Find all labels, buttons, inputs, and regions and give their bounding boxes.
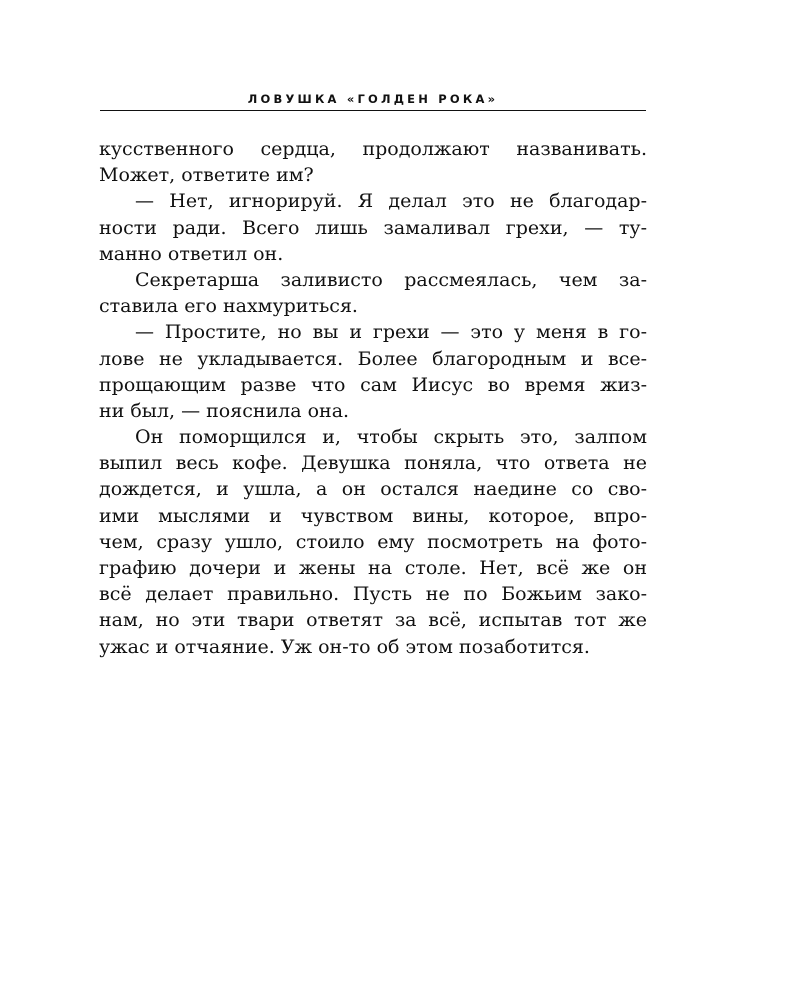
text-line: — Простите, но вы и грехи — это у меня в го- xyxy=(135,321,647,344)
text-line: ими мыслями и чувством вины, которое, впро- xyxy=(99,504,647,527)
text-line: Он поморщился и, чтобы скрыть это, залпом xyxy=(135,426,647,449)
text-line: прощающим разве что сам Иисус во время жиз- xyxy=(99,373,647,396)
text-line: лове не укладывается. Более благородным и все- xyxy=(99,347,647,370)
text-line: ности ради. Всего лишь замаливал грехи, — ту- xyxy=(99,216,647,239)
text-line: выпил весь кофе. Девушка поняла, что ответа не xyxy=(99,452,647,475)
text-line: — Нет, игнорируй. Я делал это не благодар- xyxy=(135,190,647,213)
text-line: манно ответил он. xyxy=(99,242,284,265)
text-line: кусственного сердца, продолжают названивать. xyxy=(99,138,647,160)
text-line: ужас и отчаяние. Уж он-то об этом позаботится. xyxy=(99,635,590,658)
text-line: графию дочери и жены на столе. Нет, всё же он xyxy=(99,557,647,579)
text-line: Может, ответите им? xyxy=(99,164,314,187)
text-line: нам, но эти твари ответят за всё, испытав тот же xyxy=(99,609,647,632)
body-text xyxy=(99,136,647,660)
text-line: дождется, и ушла, а он остался наедине со сво- xyxy=(99,478,647,501)
running-head: ЛОВУШКА «ГОЛДЕН РОКА» xyxy=(247,92,499,106)
text-line: ставила его нахмуриться. xyxy=(99,295,358,318)
text-line: всё делает правильно. Пусть не по Божьим зако- xyxy=(99,583,647,606)
text-line: чем, сразу ушло, стоило ему посмотреть на фото- xyxy=(99,530,647,553)
text-line: Секретарша заливисто рассмеялась, чем за- xyxy=(135,268,647,291)
text-line: ни был, — пояснила она. xyxy=(99,399,350,422)
header-rule xyxy=(100,110,646,111)
